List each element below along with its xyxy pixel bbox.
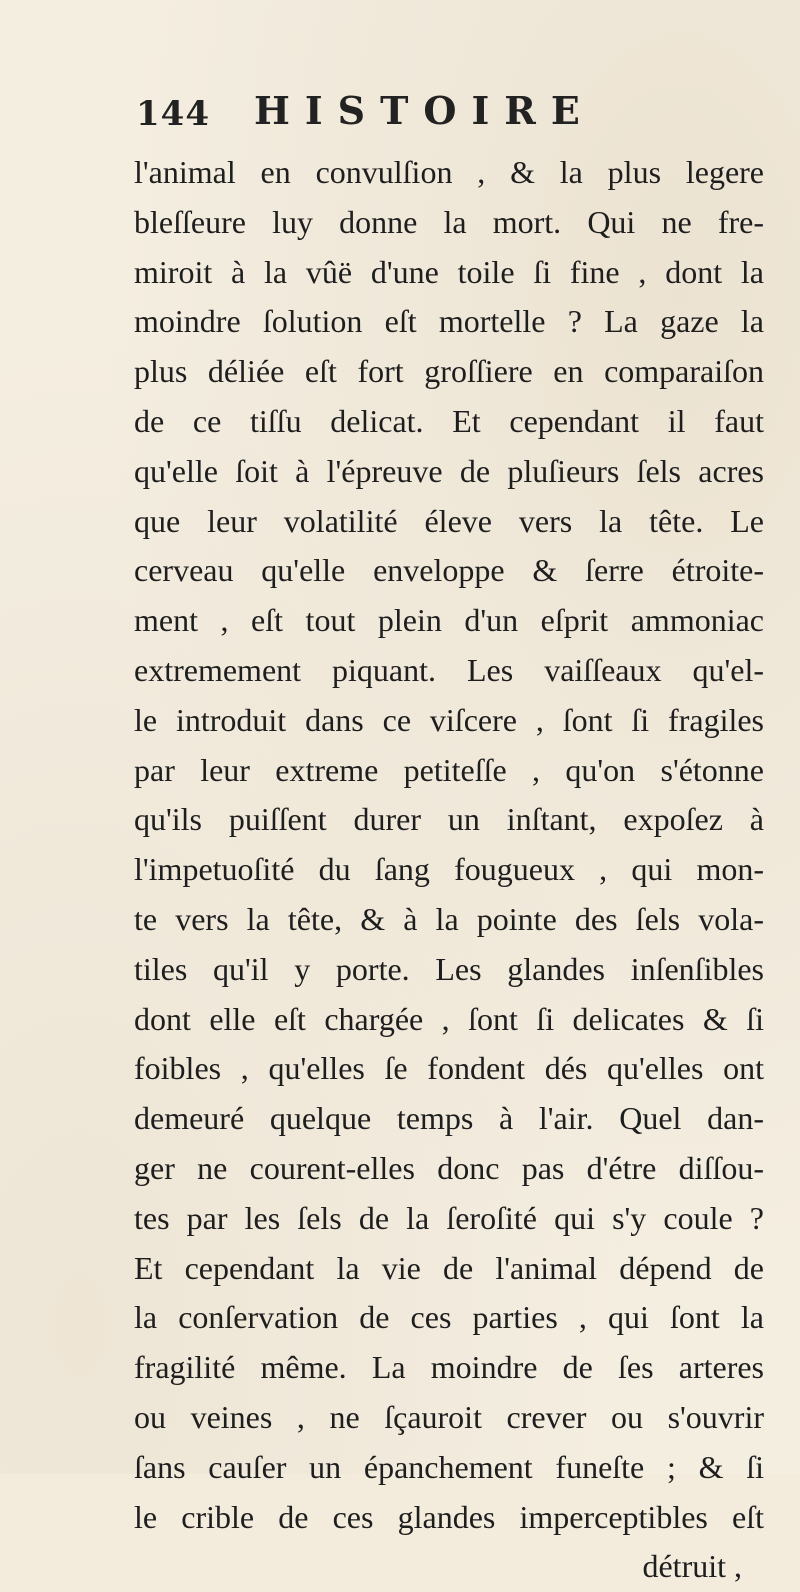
text-line: ou veines , ne ſçauroit crever ou s'ouvrir xyxy=(134,1398,764,1435)
text-line: ment , eſt tout plein d'un eſprit ammoniac xyxy=(134,602,764,639)
body-text xyxy=(134,148,764,1592)
text-line: tiles qu'il y porte. Les glandes inſenſibles xyxy=(134,950,764,987)
text-line: par leur extreme petiteſſe , qu'on s'étonne xyxy=(134,751,764,788)
text-line: que leur volatilité éleve vers la tête. Le xyxy=(134,502,764,539)
text-line: te vers la tête, & à la pointe des ſels vola- xyxy=(134,900,764,937)
text-line: le introduit dans ce viſcere , ſont ſi fragiles xyxy=(134,701,764,738)
text-line: de ce tiſſu delicat. Et cependant il faut xyxy=(134,402,764,439)
page-number: 144 xyxy=(136,94,210,134)
text-line: miroit à la vûë d'une toile ſi fine , dont la xyxy=(134,253,764,290)
text-line: demeuré quelque temps à l'air. Quel dan- xyxy=(134,1100,764,1137)
running-title: HISTOIRE xyxy=(254,88,595,133)
text-line: tes par les ſels de la ſeroſité qui s'y coule ? xyxy=(134,1199,764,1236)
text-line: qu'ils puiſſent durer un inſtant, expoſez à xyxy=(134,801,764,838)
text-line: bleſſeure luy donne la mort. Qui ne fre- xyxy=(134,203,764,240)
text-line: fragilité même. La moindre de ſes arteres xyxy=(134,1349,764,1386)
text-line: extremement piquant. Les vaiſſeaux qu'el- xyxy=(134,651,764,688)
text-line: Et cependant la vie de l'animal dépend de xyxy=(134,1249,764,1286)
page-header xyxy=(136,88,736,138)
text-line: la conſervation de ces parties , qui ſont la xyxy=(134,1299,764,1336)
text-line: l'impetuoſité du ſang fougueux , qui mon- xyxy=(134,851,764,888)
text-line: le crible de ces glandes imperceptibles eſt xyxy=(134,1498,764,1535)
text-line: ger ne courent-elles donc pas d'étre diſſou- xyxy=(134,1149,764,1186)
text-line: foibles , qu'elles ſe fondent dés qu'elles ont xyxy=(134,1050,764,1087)
text-line: l'animal en convulſion , & la plus legere xyxy=(134,154,764,190)
text-line: qu'elle ſoit à l'épreuve de pluſieurs ſels acres xyxy=(134,452,764,489)
text-line: ſans cauſer un épanchement funeſte ; & ſi xyxy=(134,1448,764,1485)
text-line: cerveau qu'elle enveloppe & ſerre étroite- xyxy=(134,552,764,589)
text-line: plus déliée eſt fort groſſiere en comparaiſon xyxy=(134,353,764,390)
catchword: détruit , xyxy=(642,1548,742,1585)
text-line: moindre ſolution eſt mortelle ? La gaze la xyxy=(134,303,764,340)
text-line: dont elle eſt chargée , ſont ſi delicates & ſi xyxy=(134,1000,764,1037)
